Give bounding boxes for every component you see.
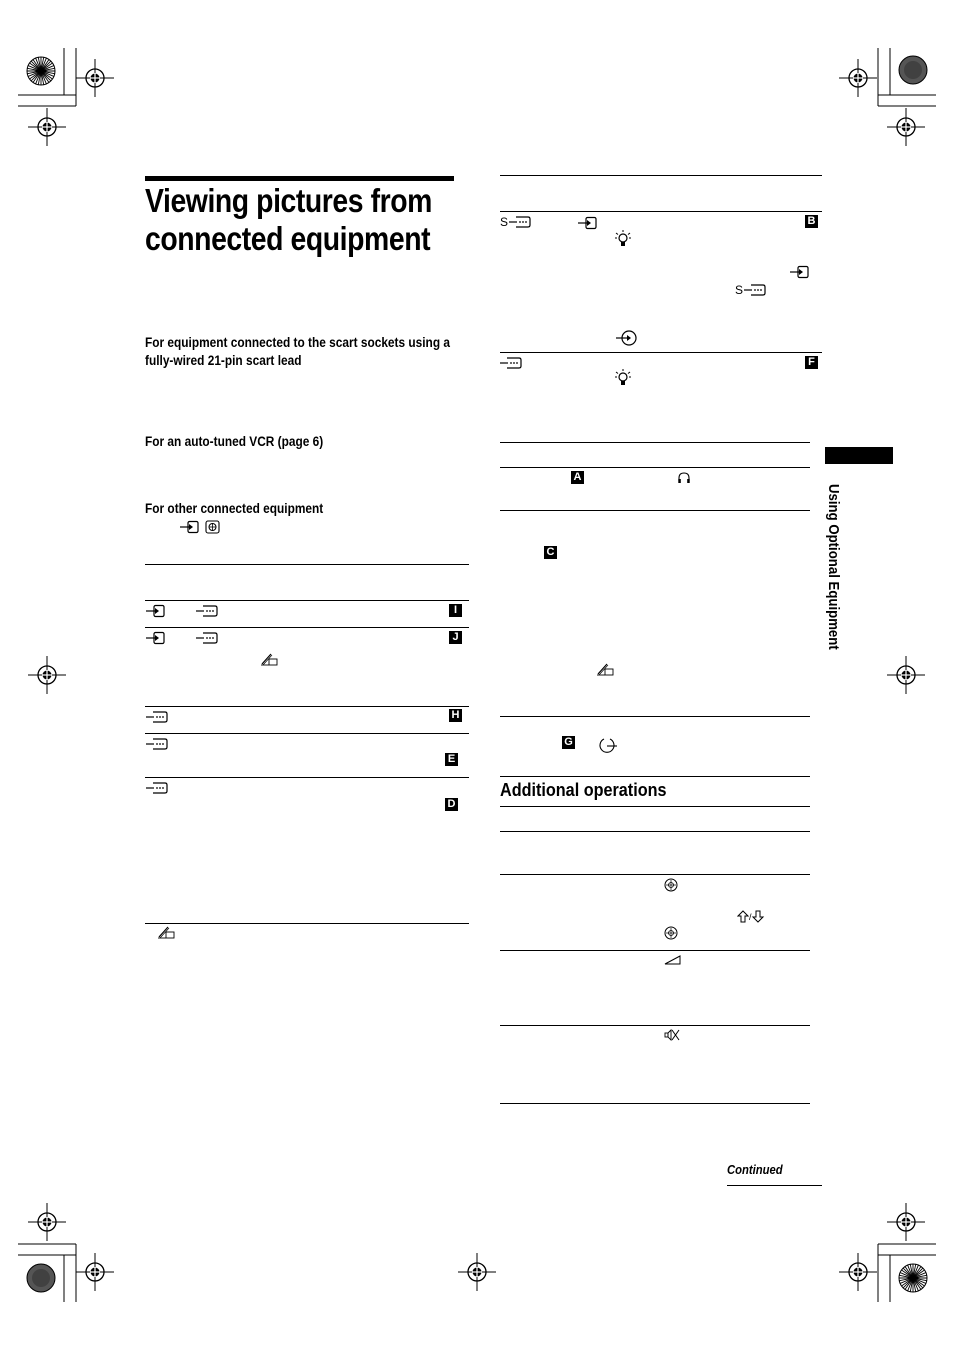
badge-b: B: [805, 215, 818, 228]
left-table-header-rule: [145, 600, 469, 601]
ok-button-icon: [664, 926, 678, 940]
headphones-icon: [677, 471, 691, 484]
note-pencil-icon: [157, 925, 175, 939]
s-label: S: [735, 283, 744, 297]
mute-icon: [664, 1028, 680, 1042]
scart-input-icon: [196, 631, 218, 645]
left-table-top-rule: [145, 564, 469, 565]
badge-e: E: [445, 753, 458, 766]
row-rule: [500, 776, 810, 777]
section-tab-bar: [825, 447, 893, 464]
continued-rule: [727, 1185, 822, 1186]
badge-c: C: [544, 546, 557, 559]
badge-h: H: [449, 709, 462, 722]
scart-icon: [146, 781, 168, 795]
scart-icon: [146, 737, 168, 751]
volume-icon: [664, 954, 682, 966]
right-table2-header-rule: [500, 467, 810, 468]
right-table2-top-rule: [500, 442, 810, 443]
badge-a: A: [571, 471, 584, 484]
title-rule: [145, 176, 454, 181]
badge-j: J: [449, 631, 462, 644]
power-icon: [595, 736, 619, 754]
additional-table-header-rule: [500, 831, 810, 832]
svg-text:/: /: [749, 912, 752, 922]
row-rule: [145, 733, 469, 734]
row-rule: [145, 923, 469, 924]
row-rule: [500, 1103, 810, 1104]
scart-icon: [500, 356, 522, 370]
title-line-1: Viewing pictures from: [145, 182, 432, 219]
s-label: S: [500, 215, 509, 229]
right-table-header-rule: [500, 211, 822, 212]
badge-d: D: [445, 798, 458, 811]
scart-icon: [146, 710, 168, 724]
s-video-icon: [735, 282, 769, 298]
scart-heading-line-2: fully-wired 21-pin scart lead: [145, 353, 302, 368]
row-rule: [500, 352, 822, 353]
row-rule: [500, 510, 810, 511]
row-rule: [145, 706, 469, 707]
tip-bulb-icon: [614, 229, 632, 249]
continued-label: Continued: [727, 1163, 783, 1177]
row-rule: [500, 950, 810, 951]
title-line-2: connected equipment: [145, 220, 431, 257]
section-vcr-heading: For an auto-tuned VCR (page 6): [145, 434, 324, 449]
input-icon: [146, 604, 166, 618]
badge-i: I: [449, 604, 462, 617]
up-down-arrows-icon: [737, 910, 765, 923]
input-icon: [146, 631, 166, 645]
row-rule: [500, 716, 810, 717]
additional-operations-heading: Additional operations: [500, 780, 667, 800]
scart-input-icon: [196, 604, 218, 618]
badge-f: F: [805, 356, 818, 369]
input-icon: [790, 265, 810, 279]
s-video-icon: [500, 214, 534, 230]
section-other-heading: For other connected equipment: [145, 501, 324, 516]
row-rule: [500, 1025, 810, 1026]
input-icon: [180, 520, 200, 534]
sidebar-section-label: Using Optional Equipment: [825, 484, 842, 650]
section-scart-heading: [145, 334, 450, 370]
input-icon: [578, 216, 598, 230]
note-pencil-icon: [596, 662, 614, 676]
note-pencil-icon: [260, 652, 278, 666]
row-rule: [145, 777, 469, 778]
additional-table-top-rule: [500, 806, 810, 807]
page-title: [145, 182, 432, 258]
tip-bulb-icon: [614, 368, 632, 388]
badge-g: G: [562, 736, 575, 749]
scart-heading-line-1: For equipment connected to the scart sockets using a: [145, 335, 450, 350]
ok-button-icon: [664, 878, 678, 892]
row-rule: [145, 627, 469, 628]
ok-button-icon: [205, 520, 220, 534]
row-rule: [500, 874, 810, 875]
input-select-icon: [615, 329, 639, 347]
right-table-top-rule: [500, 175, 822, 176]
